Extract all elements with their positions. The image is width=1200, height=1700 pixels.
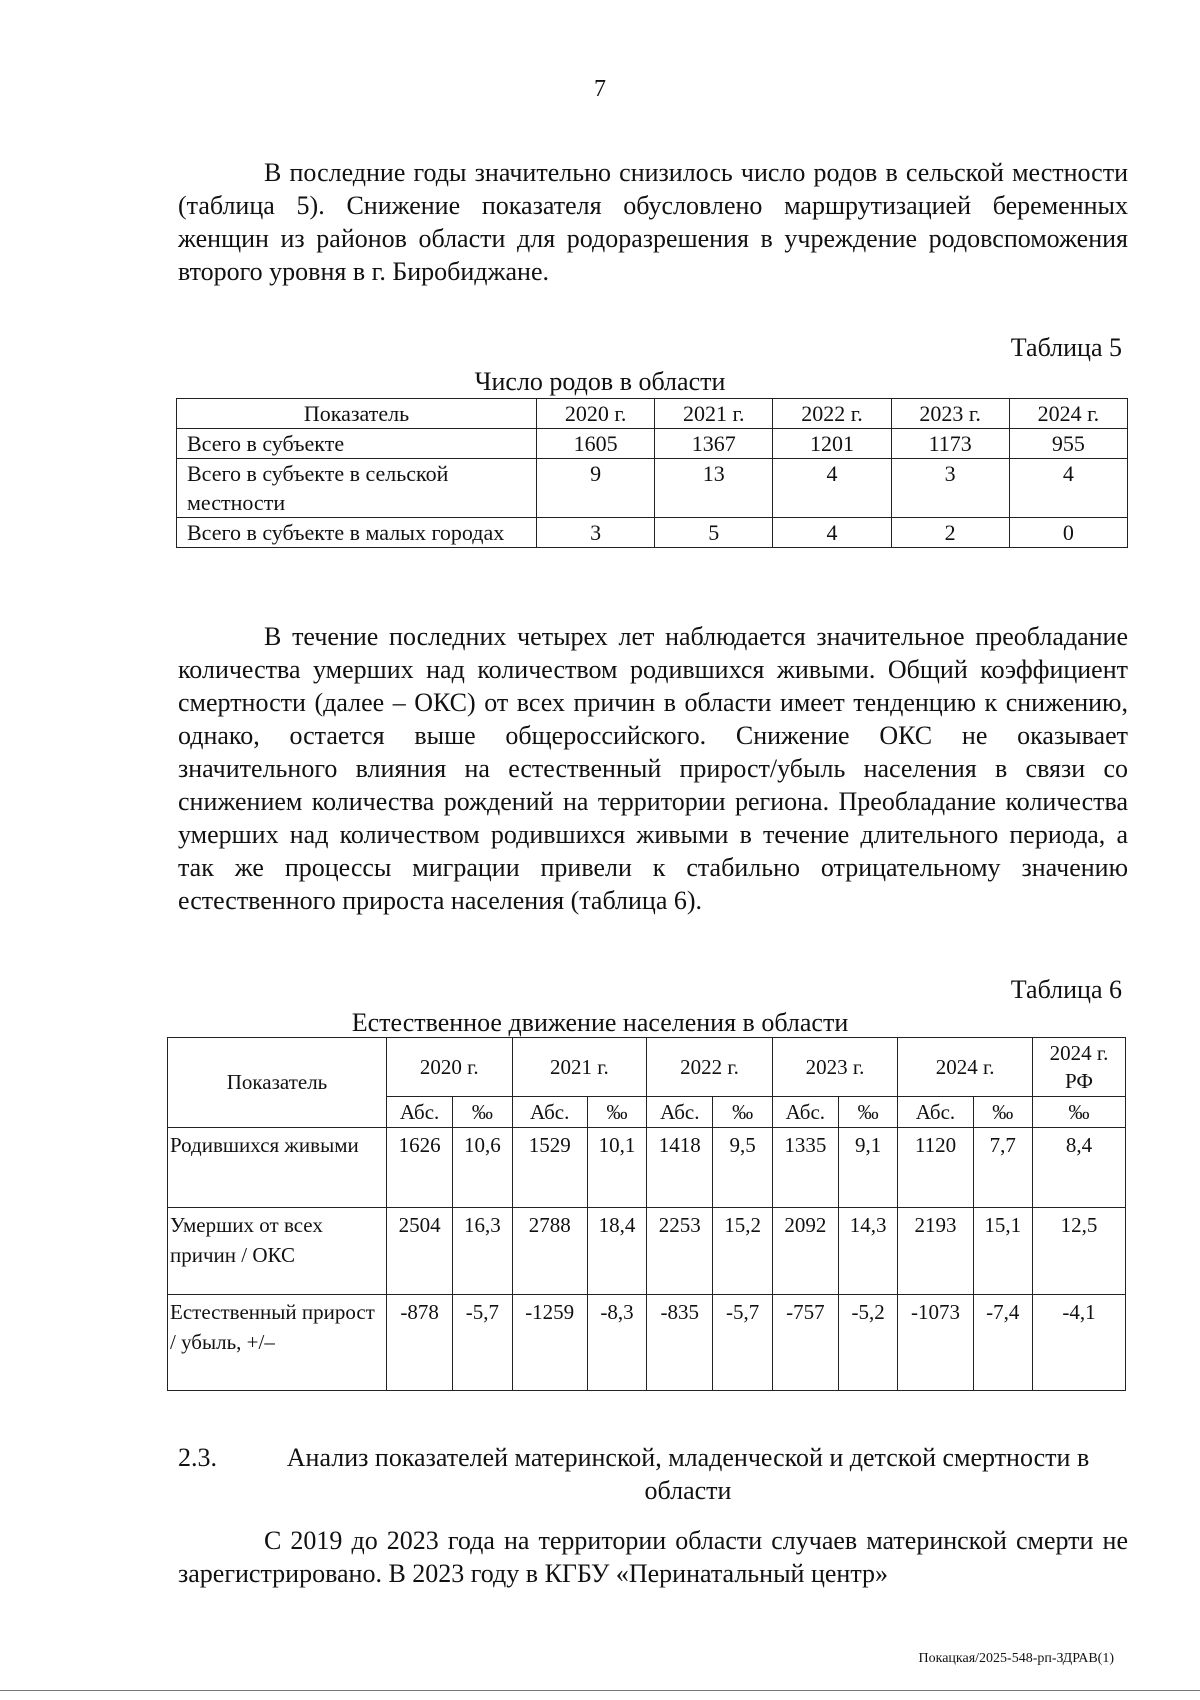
table6 xyxy=(167,1037,1126,1391)
table-header-cell: Показатель xyxy=(168,1038,387,1128)
table-cell: 1605 xyxy=(537,429,655,459)
table-cell: 1367 xyxy=(655,429,773,459)
table-cell: 4 xyxy=(1009,459,1127,518)
table5 xyxy=(176,398,1128,548)
paragraph-mortality: В течение последних четырех лет наблюдается значительное преобладание количества умерших над количеством родившихся живыми. Общий коэффициент смертности (далее – ОКС) от всех причин в области имеет тенденцию к снижению, однако, остается выше общероссийского. Снижение ОКС не оказывает значительного влияния на естественный прирост/убыль населения в связи со снижением количества рождений на территории региона. Преобладание количества умерших над количеством родившихся живыми в течение длительного периода, а так же процессы миграции привели к стабильно отрицательному значению естественного прироста населения (таблица 6). xyxy=(178,622,1128,915)
table-cell: 2 xyxy=(891,518,1009,548)
section-number: 2.3. xyxy=(178,1443,217,1472)
table-cell: -5,7 xyxy=(713,1295,772,1391)
table-cell: 955 xyxy=(1009,429,1127,459)
table-cell: 9,1 xyxy=(838,1128,897,1208)
table-cell: 0 xyxy=(1009,518,1127,548)
table-cell: 5 xyxy=(655,518,773,548)
table-cell: 1529 xyxy=(512,1128,587,1208)
table-cell: 9 xyxy=(537,459,655,518)
permille-header: ‰ xyxy=(1033,1097,1126,1128)
section-title: Анализ показателей материнской, младенческой и детской смертности в области xyxy=(286,1443,1090,1505)
table6-caption: Естественное движение населения в области xyxy=(351,1008,849,1037)
row-label: Родившихся живыми xyxy=(168,1128,387,1208)
paragraph-intro: В последние годы значительно снизилось число родов в сельской местности (таблица 5). Снижение показателя обусловлено маршрутизацией беременных женщин из районов области для родоразрешения в учреждение родовспоможения второго уровня в г. Биробиджане. xyxy=(178,158,1128,286)
table6-label: Таблица 6 xyxy=(1010,975,1122,1004)
table-cell: -8,3 xyxy=(587,1295,646,1391)
abs-header: Абс. xyxy=(387,1097,453,1128)
abs-header: Абс. xyxy=(772,1097,838,1128)
table-cell: 3 xyxy=(537,518,655,548)
table5-caption: Число родов в области xyxy=(474,367,726,396)
table-cell: 4 xyxy=(773,459,891,518)
row-label: Всего в субъекте в малых городах xyxy=(177,518,537,548)
section-heading xyxy=(178,1441,1128,1507)
table-cell: -835 xyxy=(647,1295,713,1391)
table-row xyxy=(168,1295,1126,1391)
table-cell: 15,2 xyxy=(713,1208,772,1295)
table-cell: 18,4 xyxy=(587,1208,646,1295)
table-header-cell: 2020 г. xyxy=(387,1038,513,1097)
table-cell: -7,4 xyxy=(973,1295,1032,1391)
table-cell: 2788 xyxy=(512,1208,587,1295)
table-cell: -4,1 xyxy=(1033,1295,1126,1391)
table-cell: 10,1 xyxy=(587,1128,646,1208)
row-label: Умерших от всех причин / ОКС xyxy=(168,1208,387,1295)
table-cell: 14,3 xyxy=(838,1208,897,1295)
table-row xyxy=(168,1128,1126,1208)
rf-label: РФ xyxy=(1065,1069,1093,1093)
table-cell: 7,7 xyxy=(973,1128,1032,1208)
table-row xyxy=(168,1208,1126,1295)
permille-header: ‰ xyxy=(838,1097,897,1128)
row-label: Естественный прирост / убыль, +/– xyxy=(168,1295,387,1391)
table-header-cell: Показатель xyxy=(177,399,537,429)
table5-label: Таблица 5 xyxy=(1010,333,1122,362)
page-number: 7 xyxy=(594,76,606,102)
document-code: Покацкая/2025-548-рп-ЗДРАВ(1) xyxy=(918,1651,1114,1666)
table-header-cell: 2021 г. xyxy=(655,399,773,429)
scan-edge-line xyxy=(0,1690,1200,1691)
table-row xyxy=(177,429,1128,459)
permille-header: ‰ xyxy=(713,1097,772,1128)
table-cell: 4 xyxy=(773,518,891,548)
table-header-cell: 2022 г. xyxy=(773,399,891,429)
permille-header: ‰ xyxy=(587,1097,646,1128)
table-row xyxy=(177,459,1128,518)
table-header-cell: 2024 г. xyxy=(898,1038,1033,1097)
permille-header: ‰ xyxy=(453,1097,512,1128)
table-cell: -5,7 xyxy=(453,1295,512,1391)
table-cell: 13 xyxy=(655,459,773,518)
table-header-cell: 2024 г. xyxy=(1009,399,1127,429)
table-header-cell: 2023 г. xyxy=(772,1038,898,1097)
table-cell: -5,2 xyxy=(838,1295,897,1391)
table-cell: 2092 xyxy=(772,1208,838,1295)
table-cell: -757 xyxy=(772,1295,838,1391)
abs-header: Абс. xyxy=(898,1097,973,1128)
table-cell: 10,6 xyxy=(453,1128,512,1208)
table-cell: 1418 xyxy=(647,1128,713,1208)
paragraph-maternal: С 2019 до 2023 года на территории области случаев материнской смерти не зарегистрировано. В 2023 году в КГБУ «Перинатальный центр» xyxy=(178,1526,1128,1588)
table-header-cell xyxy=(1033,1038,1126,1097)
table-cell: 2504 xyxy=(387,1208,453,1295)
table-cell: 1201 xyxy=(773,429,891,459)
table-cell: 15,1 xyxy=(973,1208,1032,1295)
table-cell: 2193 xyxy=(898,1208,973,1295)
table-cell: 9,5 xyxy=(713,1128,772,1208)
table-header-row xyxy=(177,399,1128,429)
table-cell: 1335 xyxy=(772,1128,838,1208)
table-header-cell: 2020 г. xyxy=(537,399,655,429)
table-cell: 12,5 xyxy=(1033,1208,1126,1295)
table-cell: 1120 xyxy=(898,1128,973,1208)
table-header-row xyxy=(168,1038,1126,1097)
abs-header: Абс. xyxy=(512,1097,587,1128)
table-header-cell: 2023 г. xyxy=(891,399,1009,429)
table-cell: 2253 xyxy=(647,1208,713,1295)
rf-year: 2024 г. xyxy=(1049,1041,1109,1065)
table-cell: 8,4 xyxy=(1033,1128,1126,1208)
abs-header: Абс. xyxy=(647,1097,713,1128)
table-header-cell: 2021 г. xyxy=(512,1038,647,1097)
table-cell: -878 xyxy=(387,1295,453,1391)
table-cell: -1259 xyxy=(512,1295,587,1391)
table-cell: 1173 xyxy=(891,429,1009,459)
row-label: Всего в субъекте xyxy=(177,429,537,459)
table-cell: 3 xyxy=(891,459,1009,518)
table-row xyxy=(177,518,1128,548)
permille-header: ‰ xyxy=(973,1097,1032,1128)
row-label: Всего в субъекте в сельской местности xyxy=(177,459,537,518)
table-header-cell: 2022 г. xyxy=(647,1038,773,1097)
table-cell: 1626 xyxy=(387,1128,453,1208)
table-cell: 16,3 xyxy=(453,1208,512,1295)
table-cell: -1073 xyxy=(898,1295,973,1391)
